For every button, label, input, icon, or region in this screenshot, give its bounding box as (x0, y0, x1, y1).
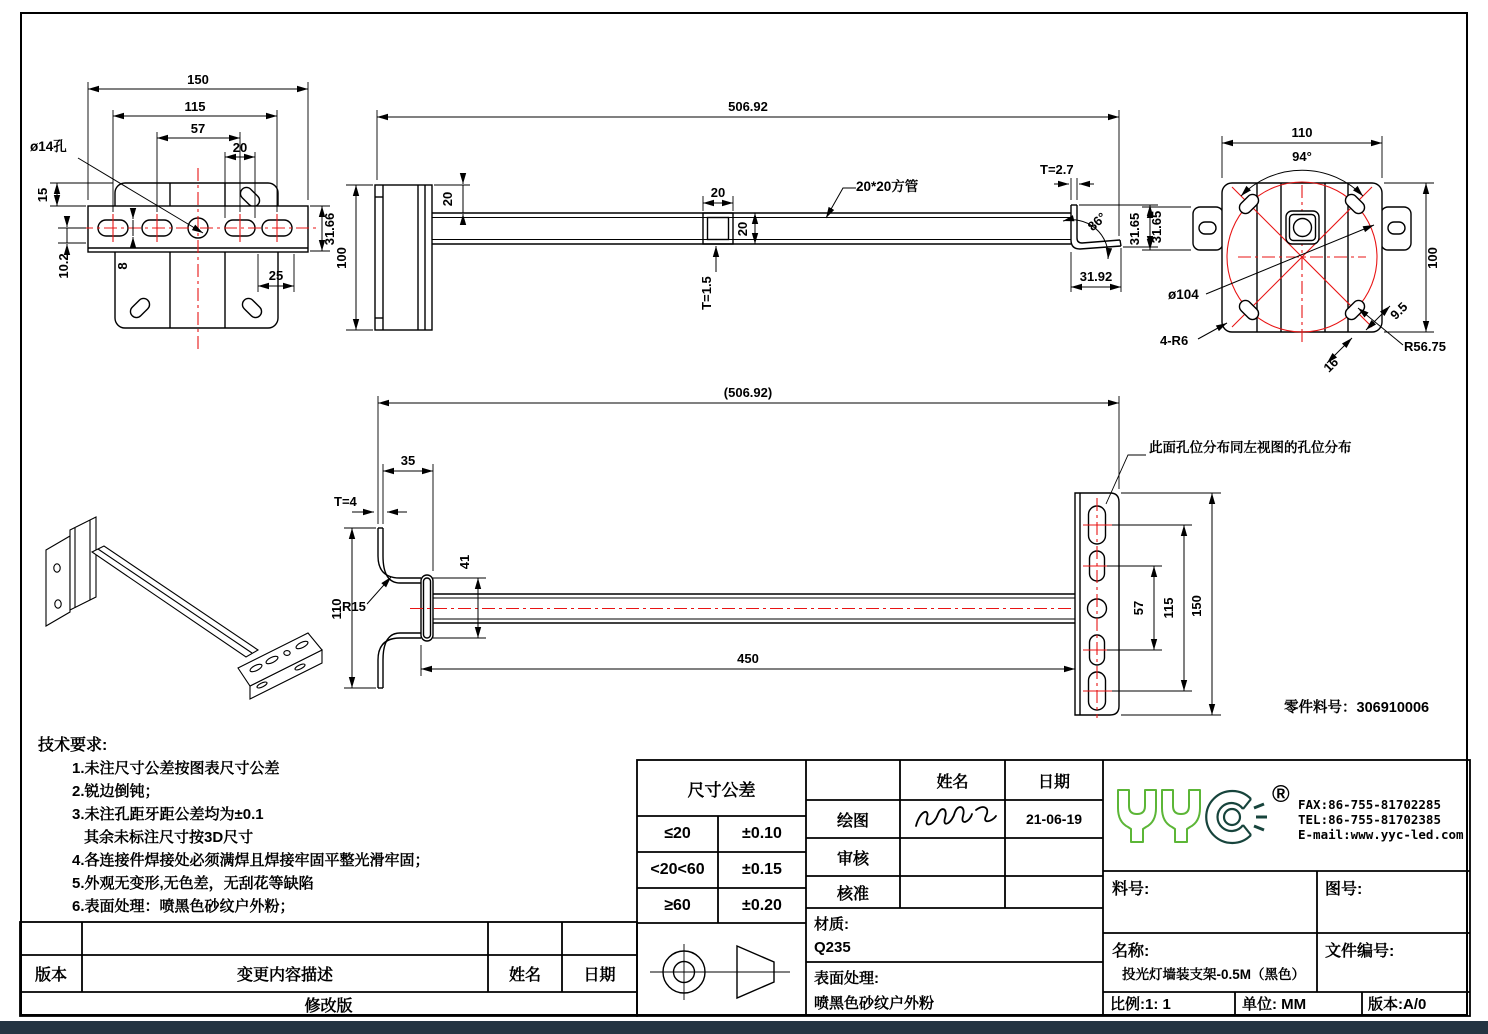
field-version: 版本:A/0 (1368, 996, 1427, 1013)
dim-150-top: 150 (1189, 595, 1204, 617)
isometric-view (46, 517, 322, 699)
dim-57-top: 57 (1131, 600, 1146, 616)
dim-sec-20w: 20 (710, 185, 726, 200)
back-view (1127, 125, 1446, 375)
company-logo (1118, 781, 1290, 843)
dim-9-5: 9.5 (1387, 299, 1411, 323)
company-tel: TEL:86-755-81702385 (1298, 812, 1441, 827)
dim-20: 20 (232, 140, 248, 155)
tech-line-5: 5.外观无变形,无色差，无刮花等缺陷 (72, 875, 314, 892)
dim-94deg: 94° (1292, 149, 1312, 164)
tolerance-value-3: ±0.20 (742, 896, 782, 914)
tech-title: 技术要求: (38, 737, 108, 754)
dim-r15: R15 (342, 599, 366, 614)
dim-57: 57 (190, 121, 206, 136)
dim-sec-20h: 20 (735, 221, 750, 237)
dim-r56-75: R56.75 (1404, 339, 1446, 354)
field-unit: 单位: MM (1242, 996, 1307, 1013)
dim-31-92: 31.92 (1079, 269, 1113, 284)
dim-506-92: 506.92 (728, 99, 768, 114)
registered-mark: ® (1272, 781, 1290, 808)
projection-symbol (650, 944, 790, 1000)
field-drawing-no: 图号: (1325, 880, 1363, 898)
surface-value: 喷黑色砂纹户外粉 (814, 994, 935, 1012)
dim-10-2: 10.2 (56, 253, 71, 279)
dim-31-65-back: 31.65 (1127, 212, 1142, 246)
dim-t2-7: T=2.7 (1040, 162, 1074, 177)
dim-t4: T=4 (334, 494, 357, 509)
tolerance-range-2: <20<60 (650, 861, 705, 878)
dim-506-92-ref: (506.92) (723, 385, 773, 400)
dim-115-top: 115 (1161, 597, 1176, 619)
tech-line-3b: 其余未标注尺寸按3D尺寸 (84, 829, 254, 846)
signature-scribble (916, 807, 996, 826)
dim-20-plate: 20 (440, 191, 455, 207)
dim-110-top: 110 (329, 598, 344, 620)
revision-header-version: 版本 (34, 967, 67, 984)
bottom-window-bar (0, 1021, 1488, 1034)
approval-header-date: 日期 (1037, 773, 1070, 791)
technical-requirements (38, 734, 430, 918)
material-label: 材质: (814, 915, 849, 933)
hole-pattern-note: 此面孔位分布同左视图的孔位分布 (1149, 440, 1352, 455)
approval-row-check: 审核 (836, 850, 869, 868)
field-scale: 比例:1: 1 (1110, 996, 1171, 1013)
dim-450: 450 (737, 651, 759, 666)
field-name: 名称: (1112, 942, 1150, 960)
field-material-no: 料号: (1112, 880, 1150, 898)
revision-header-name: 姓名 (508, 967, 541, 984)
dim-15: 15 (35, 187, 50, 203)
dim-115: 115 (184, 99, 206, 114)
dim-31-65: 31.65 (1149, 210, 1164, 244)
part-code: 零件料号：306910006 (1284, 700, 1430, 716)
dim-25: 25 (268, 268, 284, 283)
tolerance-range-3: ≥60 (664, 896, 691, 914)
approval-row-draw: 绘图 (836, 812, 869, 830)
approval-draw-date: 21-06-19 (1025, 811, 1083, 827)
dim-86deg: 86° (1084, 209, 1110, 234)
front-view (30, 72, 337, 352)
approval-row-approve: 核准 (836, 885, 869, 903)
tech-line-4: 4.各连接件焊接处必须满焊且焊接牢固平整光滑牢固； (72, 852, 430, 869)
revision-header-date: 日期 (583, 967, 616, 984)
revision-header-description: 变更内容描述 (236, 967, 333, 984)
dim-100: 100 (334, 247, 349, 269)
top-view (329, 385, 1429, 718)
tolerance-value-1: ±0.10 (742, 825, 782, 842)
revision-footer: 修改版 (304, 997, 353, 1015)
company-email: E-mail:www.yyc-led.com (1298, 827, 1464, 842)
dim-110: 110 (1291, 125, 1313, 140)
tech-line-2: 2.锐边倒钝； (72, 783, 160, 800)
tube-callout: 20*20方管 (856, 179, 919, 194)
part-name: 投光灯墙装支架-0.5M（黑色） (1122, 967, 1306, 982)
dim-8: 8 (115, 262, 130, 270)
dim-4r6: 4-R6 (1160, 333, 1189, 348)
surface-label: 表面处理: (814, 969, 879, 987)
dim-150: 150 (187, 72, 209, 87)
tech-line-6: 6.表面处理：喷黑色砂纹户外粉； (72, 898, 295, 915)
tolerance-range-1: ≤20 (664, 825, 691, 842)
dim-t1-5: T=1.5 (699, 276, 714, 310)
hole-callout: ø14孔 (30, 139, 67, 154)
dim-31-66: 31.66 (322, 212, 337, 246)
dim-35: 35 (400, 453, 416, 468)
field-file-no: 文件编号: (1325, 942, 1395, 960)
tolerance-title: 尺寸公差 (687, 780, 756, 800)
dim-16: 16 (1320, 354, 1342, 376)
dim-dia104: ø104 (1168, 287, 1199, 302)
material-value: Q235 (814, 938, 851, 956)
dim-41: 41 (457, 554, 472, 570)
side-view (334, 99, 1164, 330)
dim-100-back: 100 (1425, 247, 1440, 269)
tech-line-1: 1.未注尺寸公差按图表尺寸公差 (72, 760, 280, 777)
company-fax: FAX:86-755-81702285 (1298, 797, 1441, 812)
tolerance-value-2: ±0.15 (742, 861, 782, 878)
tech-line-3: 3.未注孔距牙距公差均为±0.1 (72, 806, 264, 823)
approval-header-name: 姓名 (936, 773, 969, 791)
